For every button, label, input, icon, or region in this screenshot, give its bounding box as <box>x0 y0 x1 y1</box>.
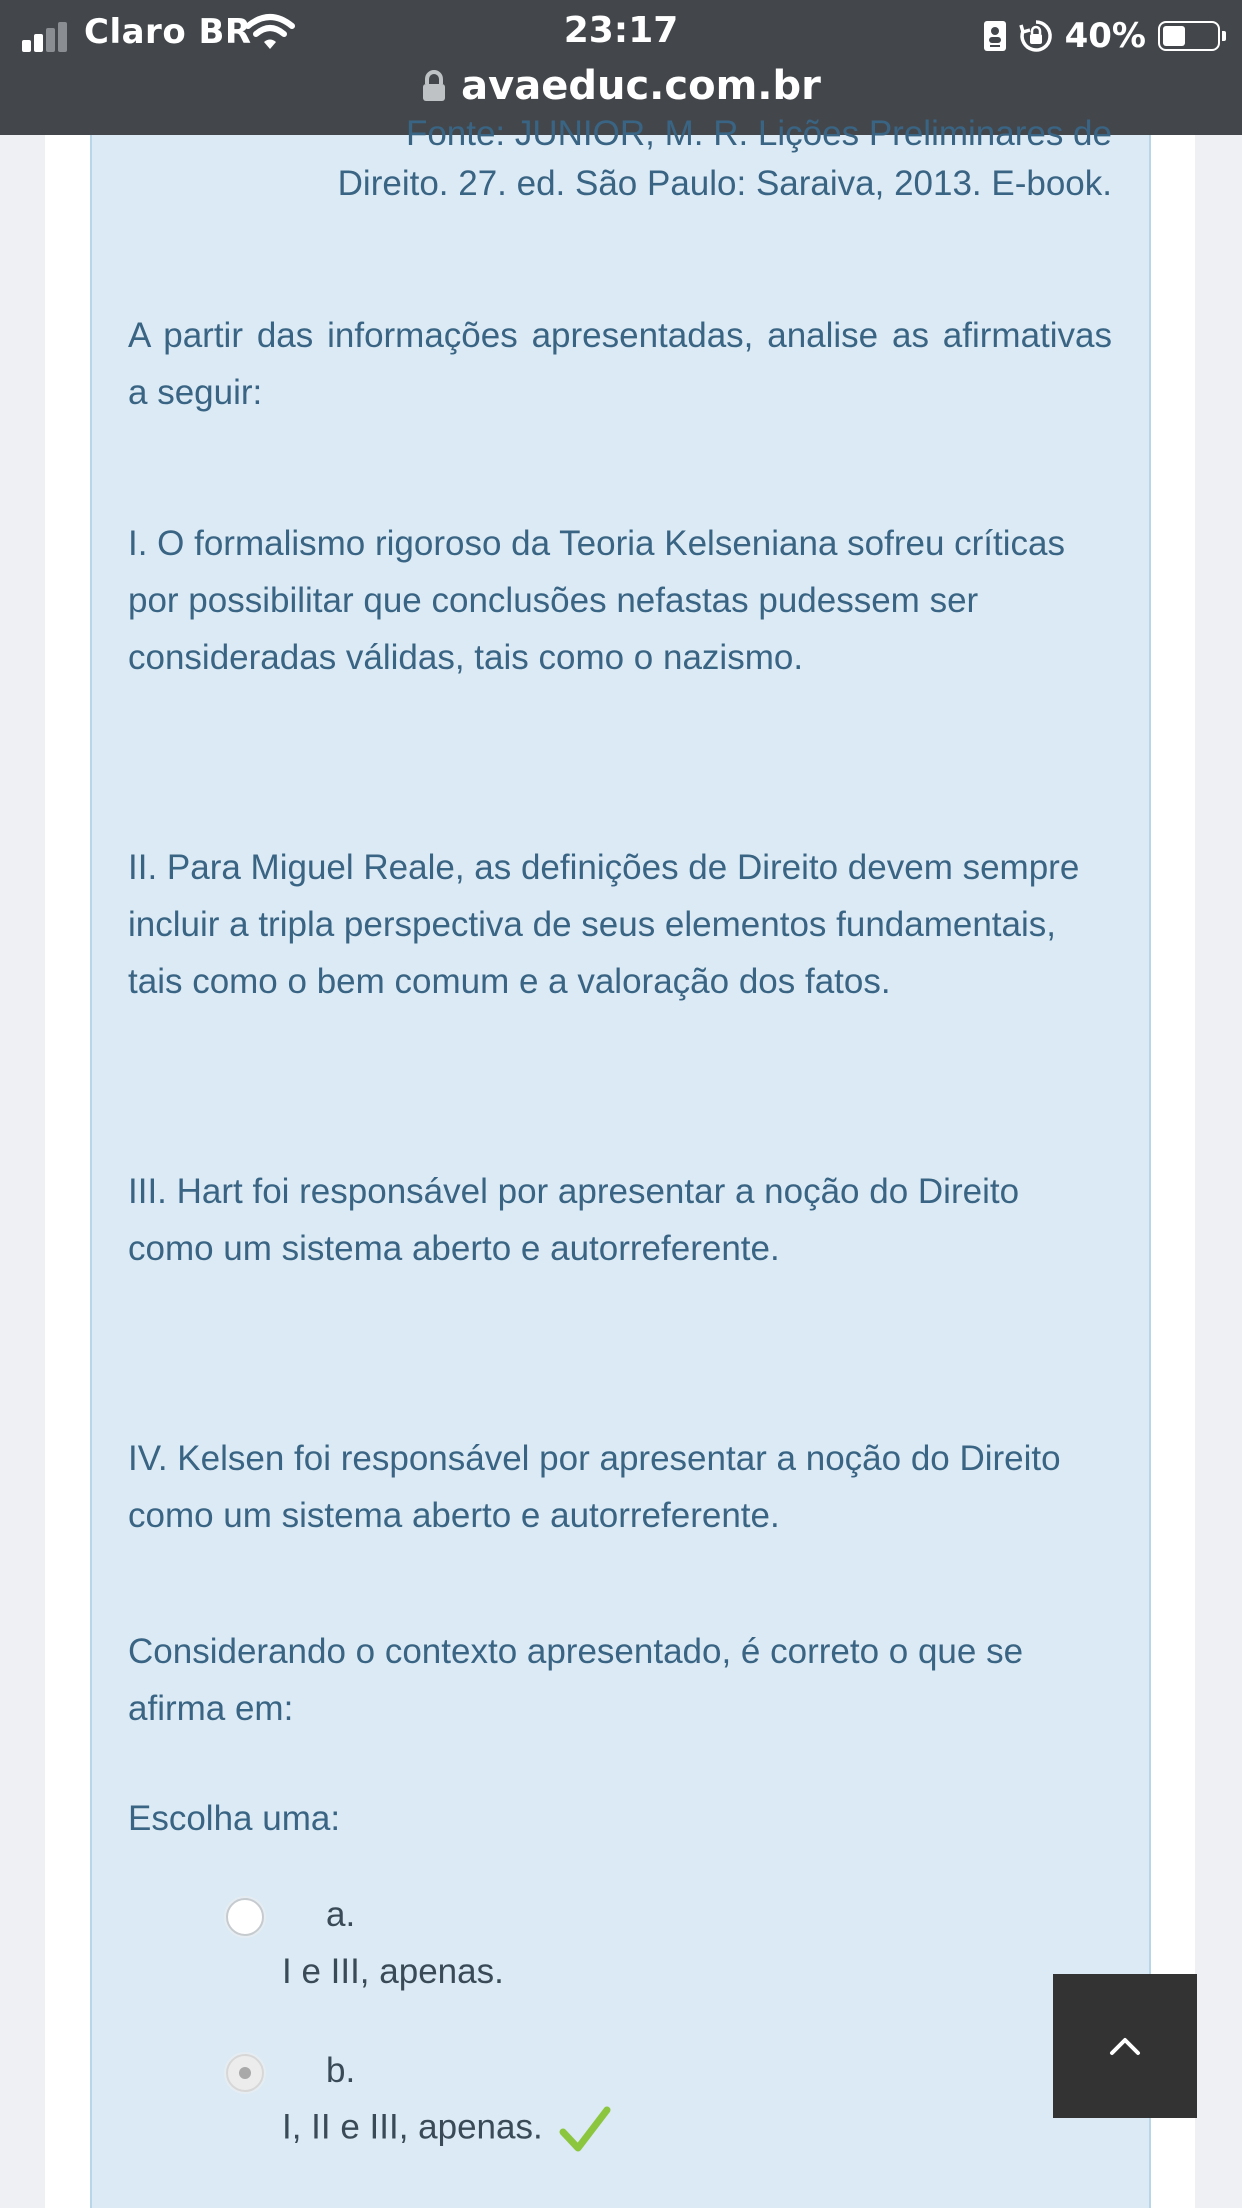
question-intro: A partir das informações apresentadas, analise as afirmativas a seguir: <box>128 316 1112 412</box>
question-source-partial: Fonte: JUNIOR, M. R. Lições Preliminares de <box>405 114 1112 153</box>
statement-2: II. Para Miguel Reale, as definições de Direito devem sempre incluir a tripla perspectiva de seus elementos fundamentais, tais como o bem comum e a valoração dos fatos. <box>128 848 1080 1001</box>
scroll-to-top-button[interactable] <box>1053 1974 1197 2118</box>
statement-4: IV. Kelsen foi responsável por apresentar a noção do Direito como um sistema aberto e autorreferente. <box>128 1439 1061 1535</box>
battery-icon <box>1158 21 1220 51</box>
question-card <box>90 114 1151 2208</box>
clock: 23:17 <box>563 10 679 51</box>
status-row <box>0 6 1242 56</box>
correct-check-icon <box>560 2106 610 2152</box>
rotation-lock-icon <box>1019 19 1053 53</box>
statement-3: III. Hart foi responsável por apresentar a noção do Direito como um sistema aberto e autorreferente. <box>128 1172 1020 1268</box>
choose-label: Escolha uma: <box>128 1799 341 1838</box>
chevron-up-icon <box>1108 2035 1142 2057</box>
option-a-radio[interactable] <box>226 1898 264 1936</box>
option-a-letter[interactable]: a. <box>326 1895 356 1934</box>
battery-percent: 40% <box>1064 16 1146 56</box>
portrait-icon <box>983 20 1007 52</box>
option-b-text[interactable]: I, II e III, apenas. <box>282 2107 543 2147</box>
carrier-name: Claro BR <box>84 12 252 52</box>
question-source: Direito. 27. ed. São Paulo: Saraiva, 2013. E-book. <box>337 164 1112 203</box>
question-prompt: Considerando o contexto apresentado, é correto o que se afirma em: <box>128 1632 1024 1728</box>
option-b-letter[interactable]: b. <box>326 2051 356 2090</box>
option-b-radio[interactable] <box>226 2054 264 2092</box>
option-a-text[interactable]: I e III, apenas. <box>282 1952 504 1991</box>
lock-icon <box>421 70 447 102</box>
statement-1: I. O formalismo rigoroso da Teoria Kelseniana sofreu críticas por possibilitar que conclusões nefastas pudessem ser consideradas válidas, tais como o nazismo. <box>128 524 1065 677</box>
url-text[interactable]: avaeduc.com.br <box>461 63 821 109</box>
option-b-row[interactable] <box>282 2106 610 2152</box>
status-right-group <box>983 14 1220 58</box>
